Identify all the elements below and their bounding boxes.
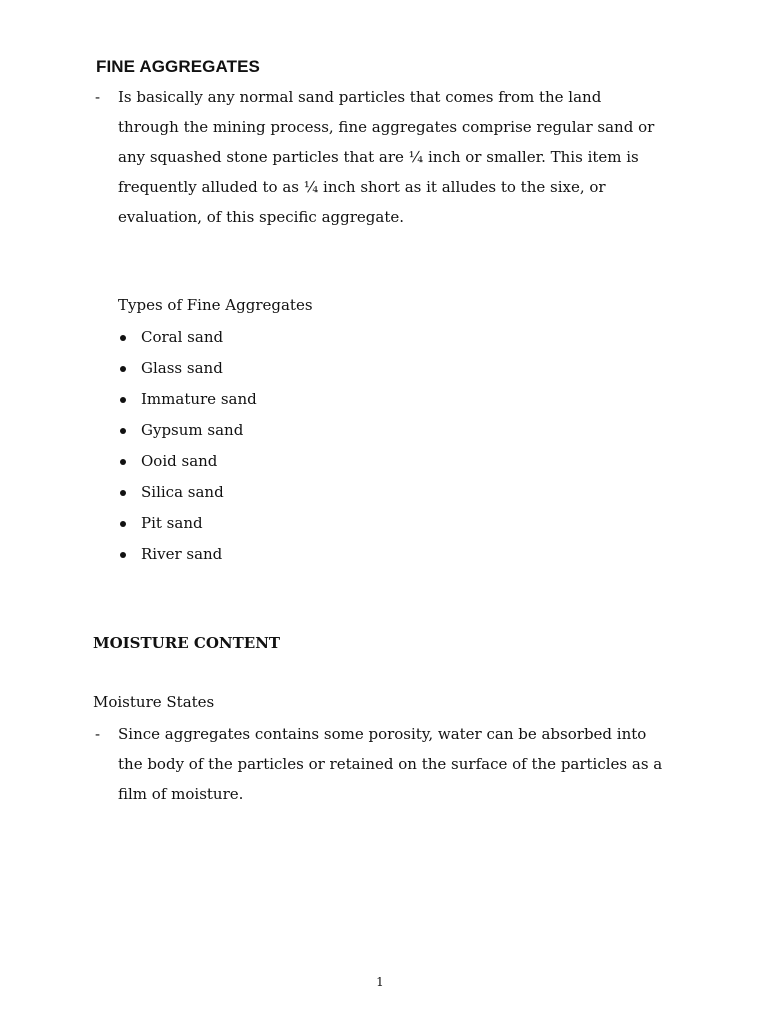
- list-item: [118, 539, 257, 570]
- fine-aggregates-paragraph: [118, 82, 678, 232]
- paragraph-line: Since aggregates contains some porosity, water can be absorbed into: [118, 725, 647, 743]
- list-item: [118, 353, 257, 384]
- types-list-title: Types of Fine Aggregates: [118, 296, 313, 314]
- dash-marker: -: [95, 725, 101, 743]
- dash-marker: -: [95, 88, 101, 106]
- list-item-label: Immature sand: [141, 390, 257, 408]
- bullet-icon: [120, 397, 126, 403]
- list-item-label: Silica sand: [141, 483, 224, 501]
- list-item: [118, 446, 257, 477]
- bullet-icon: [120, 552, 126, 558]
- list-item: [118, 477, 257, 508]
- section-heading-moisture-content: MOISTURE CONTENT: [93, 634, 281, 652]
- list-item-label: Coral sand: [141, 328, 224, 346]
- bullet-icon: [120, 366, 126, 372]
- moisture-paragraph: [118, 719, 678, 809]
- page-number: 1: [376, 975, 384, 989]
- paragraph-line: film of moisture.: [118, 785, 244, 803]
- bullet-icon: [120, 335, 126, 341]
- paragraph-line: evaluation, of this specific aggregate.: [118, 208, 405, 226]
- paragraph-line: the body of the particles or retained on the surface of the particles as a: [118, 755, 663, 773]
- list-item: [118, 415, 257, 446]
- list-item-label: Glass sand: [141, 359, 223, 377]
- bullet-icon: [120, 428, 126, 434]
- paragraph-line: through the mining process, fine aggregates comprise regular sand or: [118, 118, 655, 136]
- list-item-label: Ooid sand: [141, 452, 218, 470]
- bullet-icon: [120, 459, 126, 465]
- list-item: [118, 508, 257, 539]
- list-item-label: River sand: [141, 545, 223, 563]
- list-item: [118, 384, 257, 415]
- moisture-states-subheading: Moisture States: [93, 693, 215, 711]
- list-item-label: Pit sand: [141, 514, 203, 532]
- bullet-icon: [120, 490, 126, 496]
- section-heading-fine-aggregates: FINE AGGREGATES: [96, 57, 260, 76]
- bullet-icon: [120, 521, 126, 527]
- list-item: [118, 322, 257, 353]
- list-item-label: Gypsum sand: [141, 421, 244, 439]
- paragraph-line: Is basically any normal sand particles that comes from the land: [118, 88, 602, 106]
- paragraph-line: frequently alluded to as ¼ inch short as it alludes to the sixe, or: [118, 178, 606, 196]
- paragraph-line: any squashed stone particles that are ¼ inch or smaller. This item is: [118, 148, 639, 166]
- types-bullet-list: [118, 322, 257, 570]
